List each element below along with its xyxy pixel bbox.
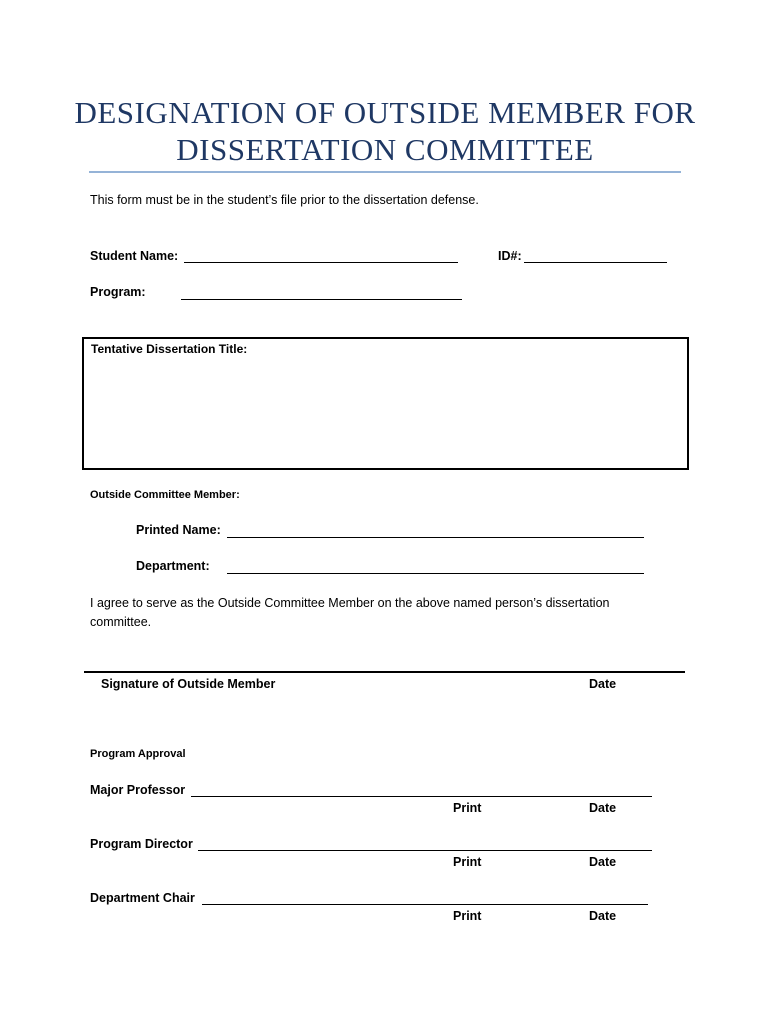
program-director-print-label: Print [453, 855, 482, 869]
program-director-field[interactable] [198, 850, 652, 851]
signature-line[interactable] [84, 671, 685, 673]
title-divider [89, 171, 681, 173]
department-chair-date-label: Date [589, 909, 617, 923]
department-chair-print-label: Print [453, 909, 482, 923]
major-professor-print-label: Print [453, 801, 482, 815]
student-name-label: Student Name: [90, 249, 179, 263]
student-id-field[interactable] [524, 262, 667, 263]
major-professor-label: Major Professor [90, 783, 186, 797]
printed-name-field[interactable] [227, 537, 644, 538]
outside-member-section-label: Outside Committee Member: [90, 489, 240, 501]
signature-date-label: Date [589, 677, 617, 691]
major-professor-field[interactable] [191, 796, 652, 797]
department-label: Department: [136, 559, 210, 573]
program-approval-label: Program Approval [90, 748, 186, 760]
form-title-line-1: DESIGNATION OF OUTSIDE MEMBER FOR [74, 95, 696, 130]
agreement-text: I agree to serve as the Outside Committee Member on the above named person’s dissertation committee. [90, 596, 610, 629]
signature-label: Signature of Outside Member [101, 677, 276, 691]
program-director-label: Program Director [90, 837, 193, 851]
program-label: Program: [90, 285, 146, 299]
department-chair-field[interactable] [202, 904, 648, 905]
printed-name-label: Printed Name: [136, 523, 221, 537]
form-title-line-2: DISSERTATION COMMITTEE [176, 132, 594, 167]
intro-text: This form must be in the student’s file prior to the dissertation defense. [90, 193, 479, 207]
student-id-label: ID#: [498, 249, 522, 263]
major-professor-date-label: Date [589, 801, 617, 815]
dissertation-title-label: Tentative Dissertation Title: [91, 342, 248, 356]
department-field[interactable] [227, 573, 644, 574]
program-field[interactable] [181, 299, 462, 300]
dissertation-title-box[interactable] [82, 337, 689, 470]
student-name-field[interactable] [184, 262, 458, 263]
department-chair-label: Department Chair [90, 891, 195, 905]
program-director-date-label: Date [589, 855, 617, 869]
